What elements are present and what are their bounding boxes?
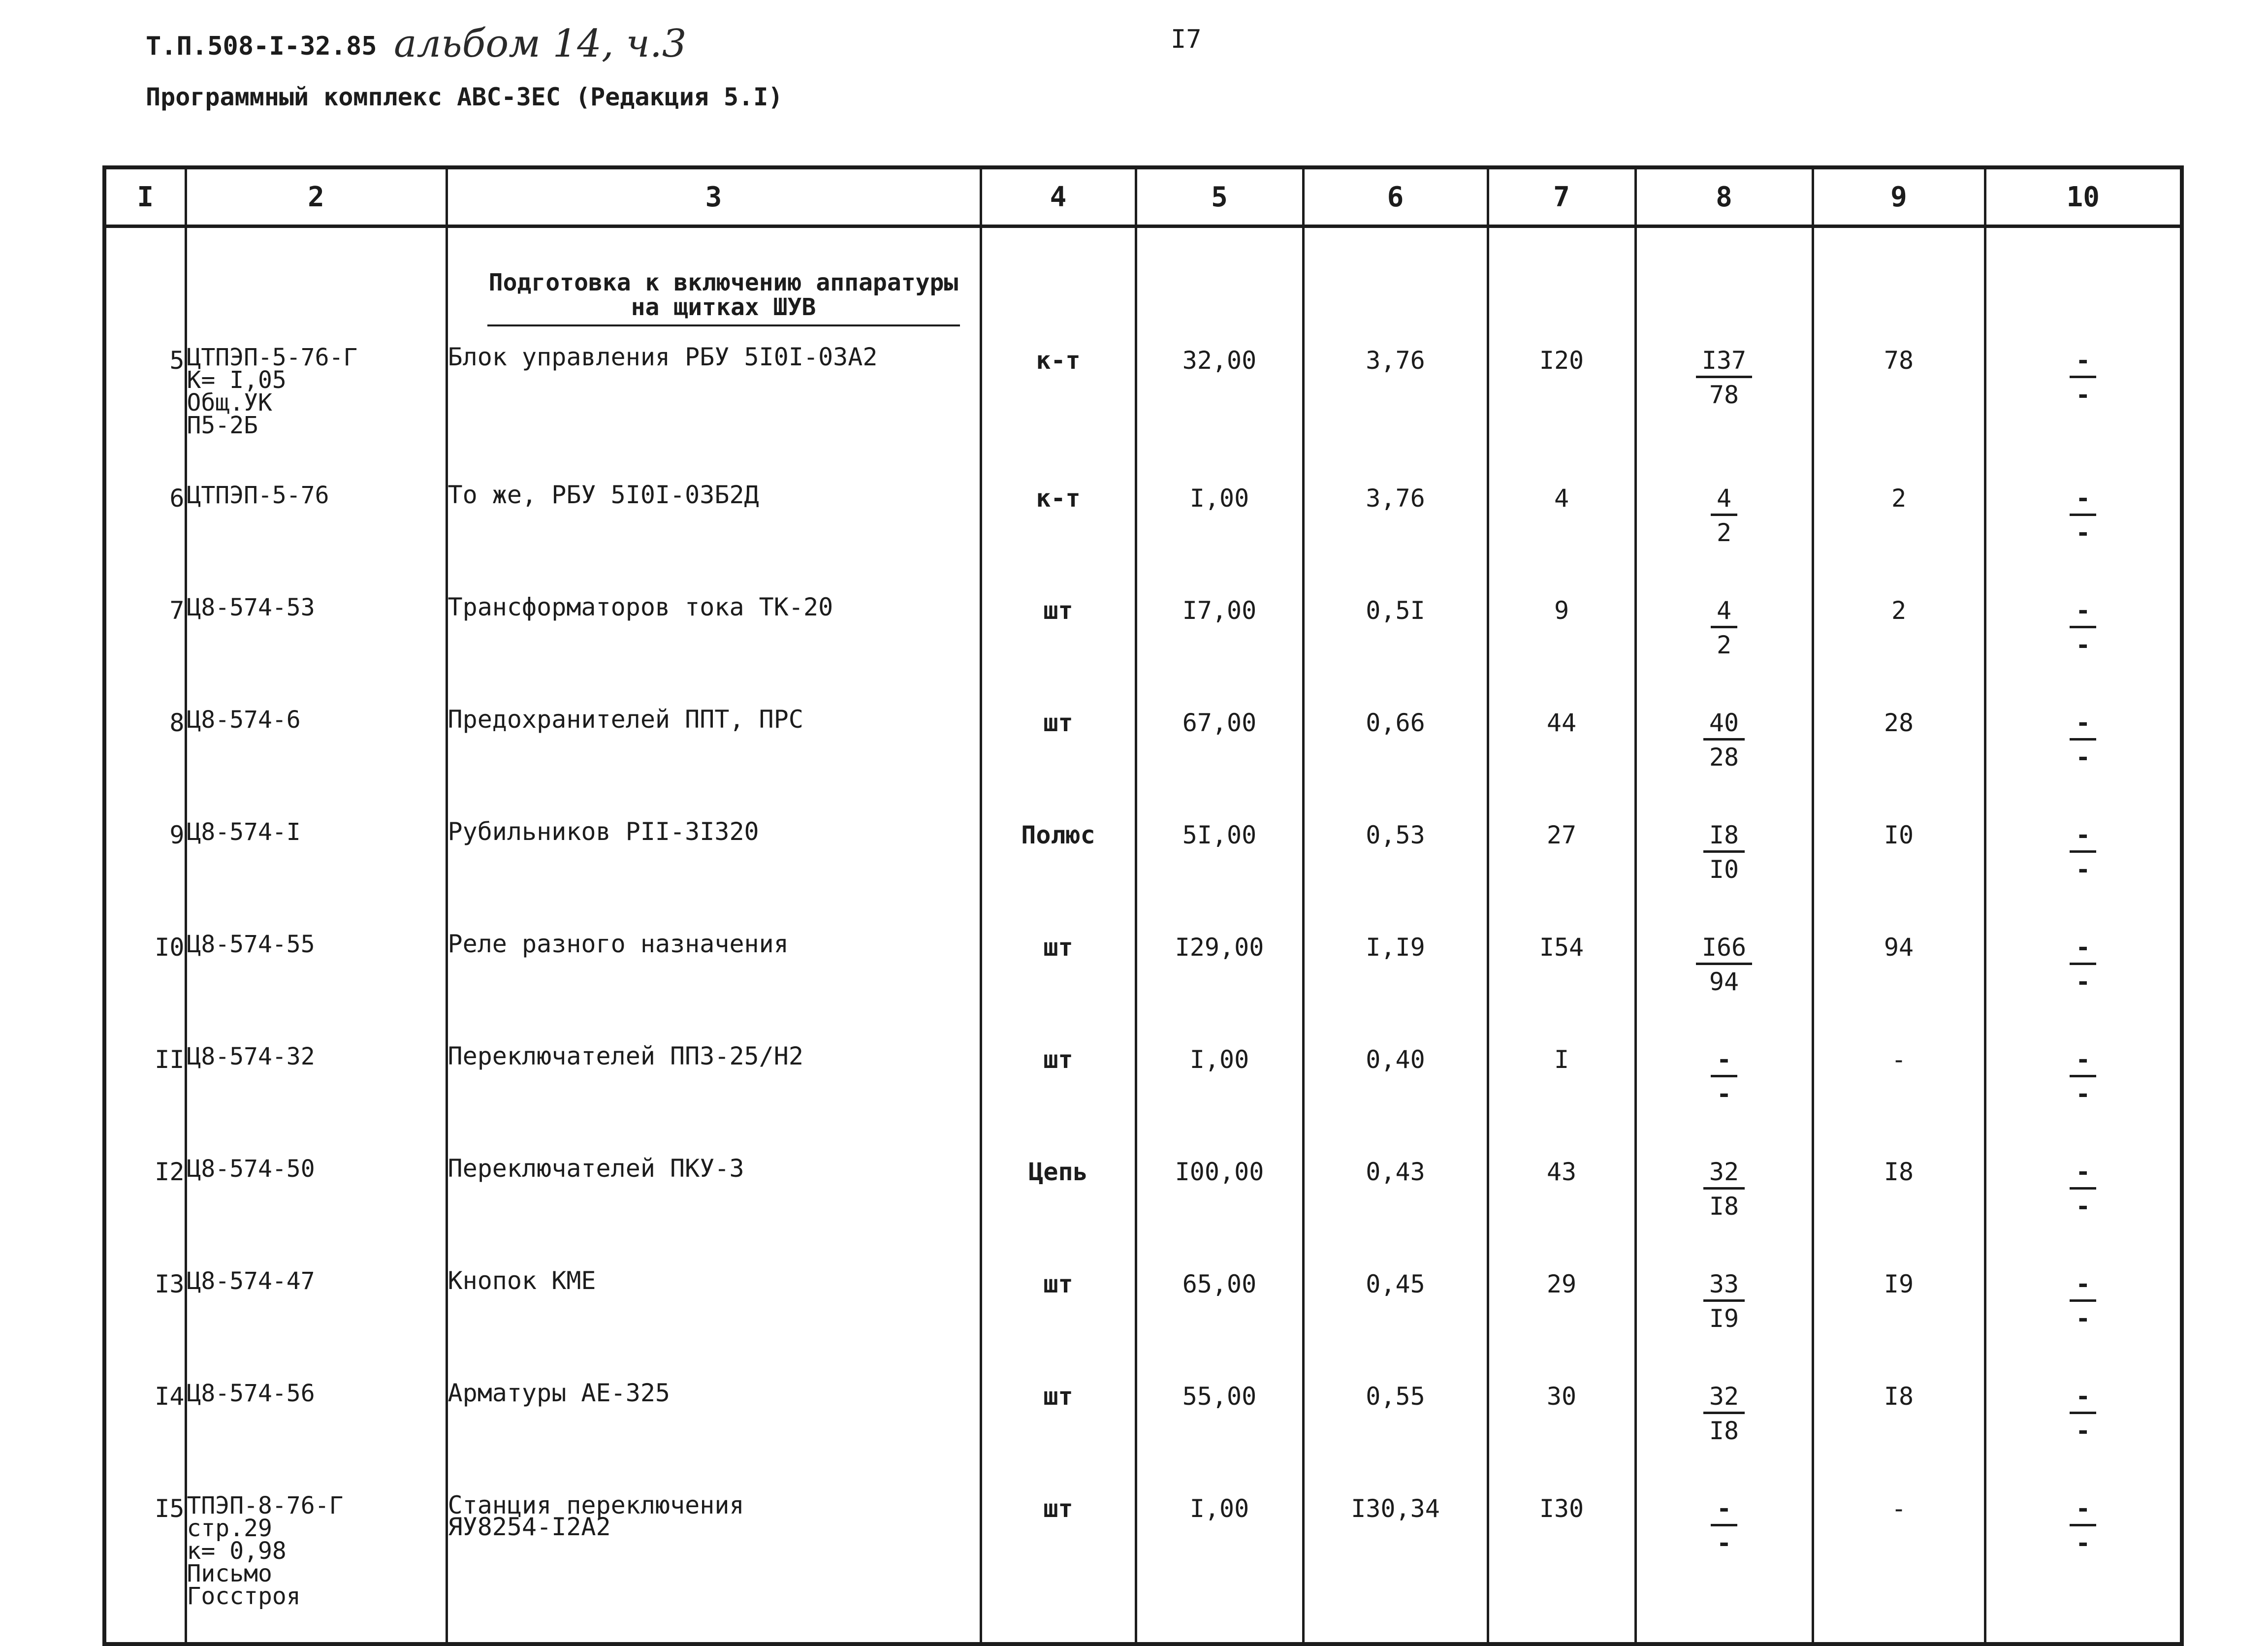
work-description: Арматуры АЕ-325 [447, 1362, 981, 1475]
norm-code [186, 1138, 447, 1250]
fraction-value [2061, 1271, 2105, 1333]
norm-code-text: Ц8-574-53 [187, 594, 315, 621]
fraction-col-8 [1635, 464, 1813, 577]
work-description: Трансформаторов тока ТК-20 [447, 577, 981, 689]
row-number: I4 [104, 1362, 186, 1475]
quantity: I,00 [1136, 1026, 1303, 1138]
fraction-col-8 [1635, 1138, 1813, 1250]
unit-of-measure: шт [981, 1026, 1136, 1138]
quantity: 32,00 [1136, 326, 1303, 464]
fraction-value [1696, 934, 1752, 997]
work-description: Переключателей ППЗ-25/Н2 [447, 1026, 981, 1138]
quantity: I,00 [1136, 1475, 1303, 1644]
fraction-denominator: 78 [1709, 381, 1739, 409]
norm-code-text: Ц8-574-I [187, 818, 301, 846]
row-number: 7 [104, 577, 186, 689]
fraction-col-10 [1985, 1026, 2182, 1138]
fraction-value [2061, 485, 2105, 548]
work-description: Кнопок КМЕ [447, 1250, 981, 1362]
fraction-col-10 [1985, 1250, 2182, 1362]
page-number: I7 [1171, 25, 1202, 54]
col-header-6: 6 [1303, 167, 1488, 226]
table-body [104, 226, 2182, 1645]
col-header-10: 10 [1985, 167, 2182, 226]
fraction-numerator: 4 [1711, 485, 1737, 516]
unit-of-measure: Цепь [981, 1138, 1136, 1250]
work-description: Предохранителей ППТ, ПРС [447, 689, 981, 801]
table-row [104, 1250, 2182, 1362]
norm-code-text: ЦТПЭП-5-76 [187, 482, 329, 509]
table-row [104, 326, 2182, 464]
norm-code [186, 1026, 447, 1138]
norm-code-text: Ц8-574-32 [187, 1043, 315, 1070]
fraction-value [1702, 822, 1746, 884]
unit-of-measure: шт [981, 1362, 1136, 1475]
fraction-denominator: - [2076, 1529, 2091, 1557]
fraction-col-10 [1985, 801, 2182, 913]
col-header-4: 4 [981, 167, 1136, 226]
norm-code [186, 913, 447, 1026]
row-number: II [104, 1026, 186, 1138]
unit-cost: I,I9 [1303, 913, 1488, 1026]
work-description: Реле разного назначения [447, 913, 981, 1026]
fraction-value [1702, 597, 1746, 660]
fraction-numerator: - [2070, 822, 2096, 853]
fraction-value [2061, 822, 2105, 884]
total-value: 27 [1488, 801, 1635, 913]
work-description: То же, РБУ 5I0I-03Б2Д [447, 464, 981, 577]
unit-cost: 3,76 [1303, 464, 1488, 577]
fraction-numerator: - [2070, 597, 2096, 628]
norm-code-text: ЦТПЭП-5-76-Г К= I,05 Общ.УК П5-2Б [187, 344, 358, 439]
fraction-value [2061, 1159, 2105, 1221]
work-description: Блок управления РБУ 5I0I-03А2 [447, 326, 981, 464]
fraction-col-10 [1985, 913, 2182, 1026]
fraction-numerator: - [1711, 1495, 1737, 1526]
fraction-numerator: - [2070, 934, 2096, 965]
fraction-col-10 [1985, 577, 2182, 689]
fraction-numerator: - [1711, 1046, 1737, 1077]
fraction-numerator: - [2070, 1495, 2096, 1526]
col-9-value: 2 [1813, 577, 1985, 689]
fraction-col-10 [1985, 326, 2182, 464]
fraction-value [2061, 347, 2105, 410]
total-value: I30 [1488, 1475, 1635, 1644]
fraction-col-8 [1635, 689, 1813, 801]
row-number: I3 [104, 1250, 186, 1362]
fraction-col-8 [1635, 326, 1813, 464]
fraction-col-8 [1635, 913, 1813, 1026]
col-9-value: I9 [1813, 1250, 1985, 1362]
fraction-col-10 [1985, 1475, 2182, 1644]
fraction-numerator: I8 [1703, 822, 1745, 853]
unit-cost: 0,55 [1303, 1362, 1488, 1475]
fraction-col-8 [1635, 577, 1813, 689]
fraction-value [2061, 1383, 2105, 1446]
table-row [104, 464, 2182, 577]
col-9-value: I8 [1813, 1138, 1985, 1250]
fraction-col-8 [1635, 1475, 1813, 1644]
album-handwritten-note: альбом 14, ч.3 [394, 22, 687, 66]
fraction-col-8 [1635, 1026, 1813, 1138]
fraction-col-10 [1985, 1138, 2182, 1250]
fraction-value [2061, 934, 2105, 997]
unit-of-measure: шт [981, 689, 1136, 801]
unit-cost: 0,5I [1303, 577, 1488, 689]
fraction-numerator: 32 [1703, 1159, 1745, 1190]
fraction-col-8 [1635, 1362, 1813, 1475]
norm-code [186, 801, 447, 913]
quantity: I29,00 [1136, 913, 1303, 1026]
norm-code-text: ТПЭП-8-76-Г стр.29 к= 0,98 Письмо Госстроя [187, 1492, 344, 1610]
row-number: 9 [104, 801, 186, 913]
fraction-col-10 [1985, 464, 2182, 577]
fraction-denominator: - [1716, 1529, 1732, 1557]
fraction-value [1702, 1159, 1746, 1221]
fraction-value [1702, 1495, 1746, 1558]
fraction-value [1702, 485, 1746, 548]
unit-of-measure: к-т [981, 326, 1136, 464]
quantity: 67,00 [1136, 689, 1303, 801]
col-9-value: 78 [1813, 326, 1985, 464]
estimate-table [102, 165, 2184, 1646]
total-value: 30 [1488, 1362, 1635, 1475]
norm-code-text: Ц8-574-56 [187, 1380, 315, 1407]
section-title: Подготовка к включению аппаратуры на щитках ШУВ [487, 270, 960, 326]
col-9-value: 2 [1813, 464, 1985, 577]
fraction-numerator: 4 [1711, 597, 1737, 628]
fraction-denominator: - [2076, 381, 2091, 409]
unit-cost: 3,76 [1303, 326, 1488, 464]
fraction-denominator: - [2076, 743, 2091, 772]
fraction-numerator: 32 [1703, 1383, 1745, 1414]
row-number: 6 [104, 464, 186, 577]
column-number-header [104, 167, 2182, 226]
fraction-denominator: I8 [1709, 1417, 1739, 1445]
fraction-denominator: I9 [1709, 1304, 1739, 1333]
fraction-denominator: - [1716, 1080, 1732, 1108]
fraction-denominator: - [2076, 631, 2091, 659]
quantity: 65,00 [1136, 1250, 1303, 1362]
fraction-value [2061, 597, 2105, 660]
norm-code [186, 1475, 447, 1644]
fraction-denominator: - [2076, 1304, 2091, 1333]
col-header-8: 8 [1635, 167, 1813, 226]
fraction-numerator: I37 [1696, 347, 1752, 378]
fraction-denominator: - [2076, 968, 2091, 996]
table-row [104, 913, 2182, 1026]
work-description: Переключателей ПКУ-3 [447, 1138, 981, 1250]
unit-cost: I30,34 [1303, 1475, 1488, 1644]
col-header-5: 5 [1136, 167, 1303, 226]
unit-of-measure: шт [981, 913, 1136, 1026]
fraction-denominator: 94 [1709, 968, 1739, 996]
program-complex-title: Программный комплекс АВС-ЗЕС (Редакция 5.I) [146, 83, 783, 111]
norm-code-text: Ц8-574-50 [187, 1155, 315, 1183]
total-value: I54 [1488, 913, 1635, 1026]
col-9-value: 28 [1813, 689, 1985, 801]
quantity: I00,00 [1136, 1138, 1303, 1250]
norm-code [186, 464, 447, 577]
fraction-denominator: - [2076, 518, 2091, 547]
norm-code [186, 1362, 447, 1475]
document-code: Т.П.508-I-32.85 [146, 32, 377, 61]
col-header-2: 2 [186, 167, 447, 226]
row-number: I5 [104, 1475, 186, 1644]
fraction-col-10 [1985, 1362, 2182, 1475]
table-row [104, 1026, 2182, 1138]
table-row [104, 577, 2182, 689]
fraction-value [1702, 710, 1746, 772]
fraction-value [1702, 1046, 1746, 1109]
fraction-value [1702, 1271, 1746, 1333]
col-9-value: I0 [1813, 801, 1985, 913]
quantity: I,00 [1136, 464, 1303, 577]
unit-of-measure: к-т [981, 464, 1136, 577]
fraction-numerator: - [2070, 1159, 2096, 1190]
fraction-col-8 [1635, 1250, 1813, 1362]
norm-code [186, 577, 447, 689]
quantity: 55,00 [1136, 1362, 1303, 1475]
fraction-numerator: 33 [1703, 1271, 1745, 1302]
fraction-denominator: - [2076, 1192, 2091, 1221]
col-9-value: - [1813, 1026, 1985, 1138]
col-header-7: 7 [1488, 167, 1635, 226]
row-number: I0 [104, 913, 186, 1026]
col-9-value: 94 [1813, 913, 1985, 1026]
unit-of-measure: шт [981, 1475, 1136, 1644]
col-header-9: 9 [1813, 167, 1985, 226]
col-9-value: - [1813, 1475, 1985, 1644]
col-header-1: I [104, 167, 186, 226]
total-value: I [1488, 1026, 1635, 1138]
fraction-numerator: - [2070, 710, 2096, 741]
fraction-value [2061, 1495, 2105, 1558]
total-value: 9 [1488, 577, 1635, 689]
fraction-col-10 [1985, 689, 2182, 801]
col-header-3: 3 [447, 167, 981, 226]
fraction-denominator: 28 [1709, 743, 1739, 772]
fraction-denominator: I0 [1709, 855, 1739, 884]
fraction-numerator: - [2070, 1046, 2096, 1077]
unit-cost: 0,53 [1303, 801, 1488, 913]
fraction-value [1696, 347, 1752, 410]
fraction-denominator: - [2076, 1417, 2091, 1445]
fraction-numerator: - [2070, 485, 2096, 516]
fraction-numerator: I66 [1696, 934, 1752, 965]
fraction-numerator: - [2070, 1383, 2096, 1414]
fraction-denominator: 2 [1716, 518, 1732, 547]
quantity: 5I,00 [1136, 801, 1303, 913]
quantity: I7,00 [1136, 577, 1303, 689]
fraction-value [2061, 1046, 2105, 1109]
work-description: Станция переключения ЯУ8254-I2А2 [447, 1475, 981, 1644]
unit-of-measure: Полюс [981, 801, 1136, 913]
total-value: 4 [1488, 464, 1635, 577]
unit-cost: 0,43 [1303, 1138, 1488, 1250]
total-value: 44 [1488, 689, 1635, 801]
norm-code-text: Ц8-574-47 [187, 1267, 315, 1295]
row-number: I2 [104, 1138, 186, 1250]
unit-of-measure: шт [981, 1250, 1136, 1362]
row-number: 8 [104, 689, 186, 801]
fraction-col-8 [1635, 801, 1813, 913]
norm-code [186, 326, 447, 464]
table-row [104, 1475, 2182, 1644]
norm-code [186, 1250, 447, 1362]
norm-code-text: Ц8-574-6 [187, 706, 301, 734]
total-value: I20 [1488, 326, 1635, 464]
unit-of-measure: шт [981, 577, 1136, 689]
fraction-numerator: 40 [1703, 710, 1745, 741]
unit-cost: 0,45 [1303, 1250, 1488, 1362]
fraction-value [2061, 710, 2105, 772]
table-row [104, 689, 2182, 801]
norm-code-text: Ц8-574-55 [187, 931, 315, 958]
work-description: Рубильников РII-3I320 [447, 801, 981, 913]
col-9-value: I8 [1813, 1362, 1985, 1475]
fraction-numerator: - [2070, 347, 2096, 378]
table-row [104, 1362, 2182, 1475]
unit-cost: 0,40 [1303, 1026, 1488, 1138]
norm-code [186, 689, 447, 801]
table-row [104, 1138, 2182, 1250]
fraction-numerator: - [2070, 1271, 2096, 1302]
fraction-denominator: I8 [1709, 1192, 1739, 1221]
fraction-denominator: 2 [1716, 631, 1732, 659]
fraction-value [1702, 1383, 1746, 1446]
fraction-denominator: - [2076, 1080, 2091, 1108]
total-value: 29 [1488, 1250, 1635, 1362]
unit-cost: 0,66 [1303, 689, 1488, 801]
table-row [104, 801, 2182, 913]
fraction-denominator: - [2076, 855, 2091, 884]
row-number: 5 [104, 326, 186, 464]
total-value: 43 [1488, 1138, 1635, 1250]
section-row [104, 226, 2182, 327]
